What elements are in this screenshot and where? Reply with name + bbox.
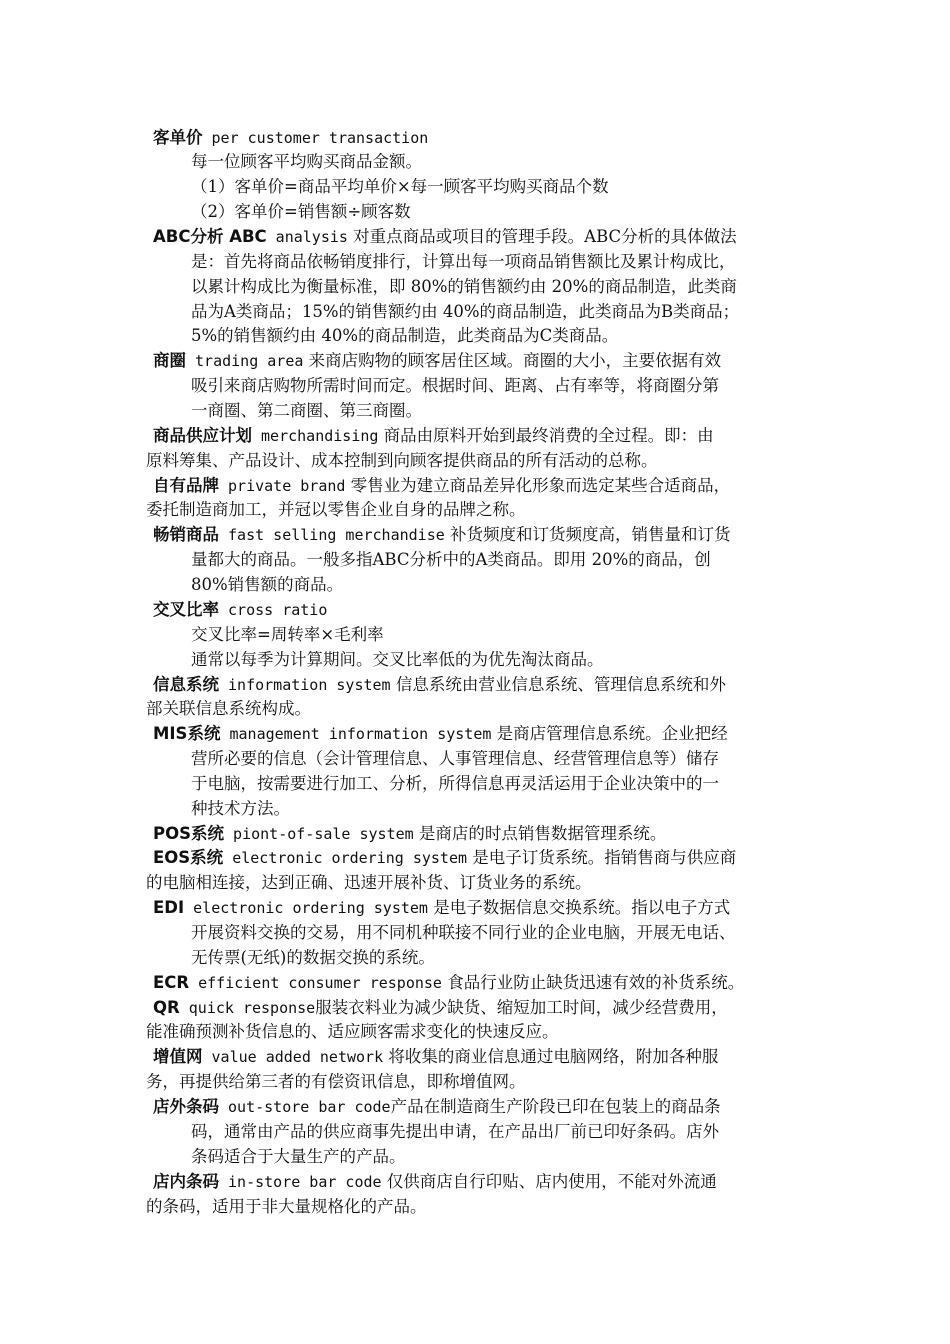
term-title: 商品供应计划: [153, 426, 252, 445]
definition-line: 条码适合于大量生产的产品。: [191, 1147, 406, 1166]
entry-heading: [153, 896, 730, 920]
definition-line: 每一位顾客平均购买商品金额。: [191, 152, 422, 171]
term-title: 自有品牌: [153, 476, 219, 495]
entry-heading: [153, 1045, 718, 1069]
entry-heading: [153, 971, 744, 995]
entry-heading: [153, 1095, 721, 1119]
definition-text: 是电子订货系统。指销售商与供应商: [467, 848, 737, 867]
term-english: trading area: [186, 352, 304, 370]
term-title: 商圈: [153, 351, 186, 370]
term-title: 客单价: [153, 128, 203, 147]
term-title: EOS系统: [153, 848, 224, 867]
term-title: 信息系统: [153, 675, 219, 694]
definition-line: 以累计构成比为衡量标准，即 80%的销售额约由 20%的商品制造，此类商: [191, 277, 737, 296]
entry-heading: [153, 598, 327, 622]
formula-line: （1）客单价=商品平均单价×每一顾客平均购买商品个数: [191, 177, 609, 196]
definition-text: 补货频度和订货频度高，销售量和订货: [444, 525, 731, 544]
entry-heading: [153, 126, 428, 150]
definition-line: 原料筹集、产品设计、成本控制到向顾客提供商品的所有活动的总称。: [146, 451, 658, 470]
term-title: 增值网: [153, 1047, 203, 1066]
definition-text: 服装衣料业为减少缺货、缩短加工时间，减少经营费用，: [315, 998, 728, 1017]
definition-line: 是：首先将商品依畅销度排行，计算出每一项商品销售额比及累计构成比，: [191, 252, 736, 271]
term-title: POS系统: [153, 824, 225, 843]
term-title: MIS系统: [153, 724, 221, 743]
entry-heading: [153, 523, 731, 547]
definition-line: 务，再提供给第三者的有偿资讯信息，即称增值网。: [146, 1072, 526, 1091]
definition-line: 于电脑，按需要进行加工、分析，所得信息再灵活运用于企业决策中的一: [191, 774, 719, 793]
term-english: per customer transaction: [202, 129, 429, 147]
definition-text: 是商店的时点销售数据管理系统。: [413, 824, 667, 843]
definition-text: 来商店购物的顾客居住区域。商圈的大小，主要依据有效: [303, 351, 722, 370]
entry-heading: [153, 424, 714, 448]
term-english: value added network: [202, 1048, 384, 1066]
term-english: quick response: [179, 999, 316, 1017]
definition-line: 80%销售额的商品。: [191, 575, 344, 594]
entry-heading: [153, 349, 721, 373]
entry-heading: [153, 722, 728, 746]
term-english: merchandising: [252, 427, 379, 445]
definition-text: 仅供商店自行印贴、店内使用，不能对外流通: [381, 1172, 717, 1191]
definition-line: 通常以每季为计算期间。交叉比率低的为优先淘汰商品。: [191, 650, 604, 669]
term-title: ECR: [153, 973, 190, 992]
definition-line: 开展资料交换的交易，用不同机种联接不同行业的企业电脑，开展无电话、: [191, 923, 736, 942]
term-title: 畅销商品: [153, 525, 219, 544]
definition-text: 将收集的商业信息通过电脑网络，附加各种服: [383, 1047, 719, 1066]
definition-text: 产品在制造商生产阶段已印在包装上的商品条: [390, 1097, 721, 1116]
definition-line: 无传票(无纸)的数据交换的系统。: [191, 948, 435, 967]
definition-line: 品为A类商品；15%的销售额约由 40%的商品制造，此类商品为B类商品；: [191, 302, 740, 321]
term-english: private brand: [219, 477, 346, 495]
entry-heading: [153, 996, 728, 1020]
definition-line: 委托制造商加工，并冠以零售企业自身的品牌之称。: [146, 500, 526, 519]
formula-line: （2）客单价=销售额÷顾客数: [191, 202, 411, 221]
definition-line: 部关联信息系统构成。: [146, 699, 311, 718]
term-title: 店内条码: [153, 1172, 219, 1191]
definition-line: 吸引来商店购物所需时间而定。根据时间、距离、占有率等，将商圈分第: [191, 376, 719, 395]
definition-line: 营所必要的信息（会计管理信息、人事管理信息、经营管理信息等）储存: [191, 749, 719, 768]
term-english: fast selling merchandise: [219, 526, 445, 544]
definition-text: 食品行业防止缺货迅速有效的补货系统。: [441, 973, 745, 992]
entry-heading: [153, 1170, 717, 1194]
definition-line: 的电脑相连接，达到正确、迅速开展补货、订货业务的系统。: [146, 873, 592, 892]
term-english: management information system: [220, 725, 492, 743]
formula-line: 交叉比率=周转率×毛利率: [191, 625, 384, 644]
entry-heading: [153, 474, 730, 498]
term-english: electronic ordering system: [184, 899, 428, 917]
term-title: QR: [153, 998, 180, 1017]
entry-heading: [153, 846, 736, 870]
term-title: EDI: [153, 898, 185, 917]
term-english: electronic ordering system: [223, 849, 468, 867]
entry-heading: [153, 225, 737, 249]
definition-line: 种技术方法。: [191, 799, 290, 818]
term-english: in-store bar code: [219, 1173, 382, 1191]
definition-text: 对重点商品或项目的管理手段。ABC分析的具体做法: [347, 227, 737, 246]
term-english: out-store bar code: [219, 1098, 391, 1116]
term-english: efficient consumer response: [189, 974, 442, 992]
definition-line: 能准确预测补货信息的、适应顾客需求变化的快速反应。: [146, 1022, 559, 1041]
definition-line: 量都大的商品。一般多指ABC分析中的A类商品。即用 20%的商品，创: [191, 550, 711, 569]
definition-line: 一商圈、第二商圈、第三商圈。: [191, 401, 422, 420]
entry-heading: [153, 673, 726, 697]
term-title: 交叉比率: [153, 600, 219, 619]
definition-text: 信息系统由营业信息系统、管理信息系统和外: [390, 675, 726, 694]
definition-text: 零售业为建立商品差异化形象而选定某些合适商品，: [345, 476, 731, 495]
definition-text: 是电子数据信息交换系统。指以电子方式: [427, 898, 731, 917]
definition-line: 码，通常由产品的供应商事先提出申请，在产品出厂前已印好条码。店外: [191, 1122, 719, 1141]
definition-text: 是商店管理信息系统。企业把经: [491, 724, 728, 743]
term-title: 店外条码: [153, 1097, 219, 1116]
term-english: analysis: [266, 228, 348, 246]
entry-heading: [153, 822, 666, 846]
term-english: piont-of-sale system: [224, 825, 414, 843]
definition-line: 5%的销售额约由 40%的商品制造，此类商品为C类商品。: [191, 326, 619, 345]
term-title: ABC分析 ABC: [153, 227, 267, 246]
term-english: cross ratio: [219, 601, 328, 619]
definition-text: 商品由原料开始到最终消费的全过程。即：由: [378, 426, 714, 445]
definition-line: 的条码，适用于非大量规格化的产品。: [146, 1197, 427, 1216]
term-english: information system: [219, 676, 391, 694]
